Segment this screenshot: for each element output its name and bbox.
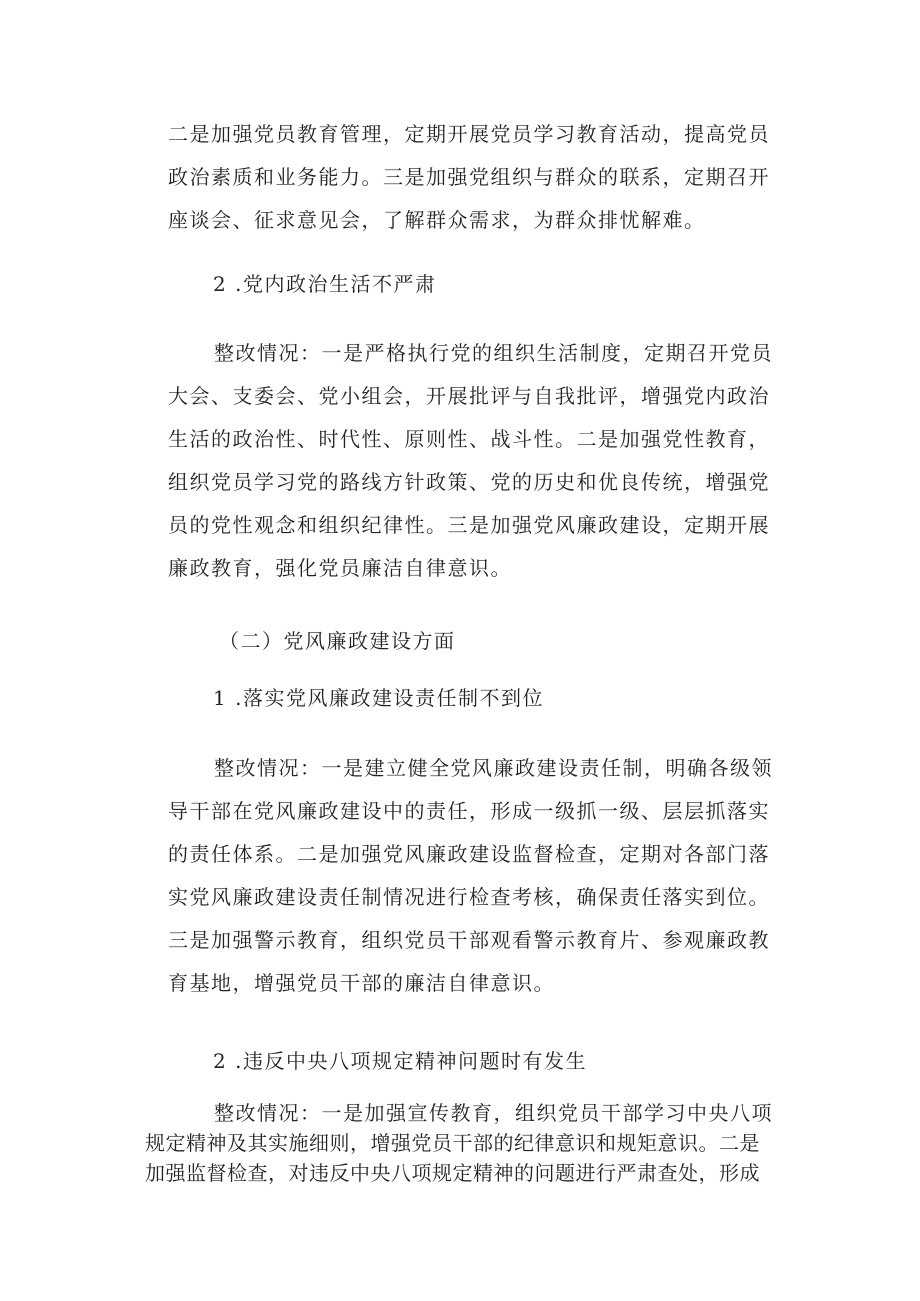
text-line: 廉政教育，强化党员廉洁自律意识。	[168, 556, 512, 580]
paragraph-rectification-eight-rules	[145, 1098, 805, 1188]
text-line: 员的党性观念和组织纪律性。三是加强党风廉政建设，定期开展	[168, 513, 770, 537]
text-line: 导干部在党风廉政建设中的责任，形成一级抓一级、层层抓落实	[168, 799, 770, 823]
heading-eight-rules: 2 .违反中央八项规定精神问题时有发生	[213, 1049, 587, 1073]
text-line: 三是加强警示教育，组织党员干部观看警示教育片、参观廉政教	[168, 928, 770, 952]
text-line: 政治素质和业务能力。三是加强党组织与群众的联系，定期召开	[168, 165, 770, 189]
heading-responsibility-system: 1 .落实党风廉政建设责任制不到位	[213, 686, 544, 710]
text-line: 组织党员学习党的路线方针政策、党的历史和优良传统，增强党	[168, 470, 770, 494]
text-line: 整改情况：一是严格执行党的组织生活制度，定期召开党员	[214, 341, 773, 365]
text-line: 实党风廉政建设责任制情况进行检查考核，确保责任落实到位。	[168, 885, 770, 909]
text-line: 规定精神及其实施细则，增强党员干部的纪律意识和规矩意识。二是	[145, 1131, 760, 1155]
text-line: 的责任体系。二是加强党风廉政建设监督检查，定期对各部门落	[168, 842, 770, 866]
text-line: 整改情况：一是加强宣传教育，组织党员干部学习中央八项	[214, 1101, 773, 1125]
text-line: 二是加强党员教育管理，定期开展党员学习教育活动，提高党员	[168, 122, 770, 146]
heading-inner-party-life: 2 .党内政治生活不严肃	[213, 272, 437, 296]
text-line: 育基地，增强党员干部的廉洁自律意识。	[168, 971, 555, 995]
text-line: 大会、支委会、党小组会，开展批评与自我批评，增强党内政治	[168, 384, 770, 408]
text-line: 加强监督检查，对违反中央八项规定精神的问题进行严肃查处，形成	[145, 1161, 760, 1185]
text-line: 整改情况：一是建立健全党风廉政建设责任制，明确各级领	[214, 756, 773, 780]
section-heading-integrity: （二）党风廉政建设方面	[219, 629, 456, 653]
paragraph-intro	[168, 113, 808, 242]
text-line: 座谈会、征求意见会，了解群众需求，为群众排忧解难。	[168, 208, 706, 232]
paragraph-rectification-party-life	[168, 332, 808, 590]
paragraph-rectification-responsibility	[168, 747, 808, 1005]
text-line: 生活的政治性、时代性、原则性、战斗性。二是加强党性教育，	[168, 427, 770, 451]
